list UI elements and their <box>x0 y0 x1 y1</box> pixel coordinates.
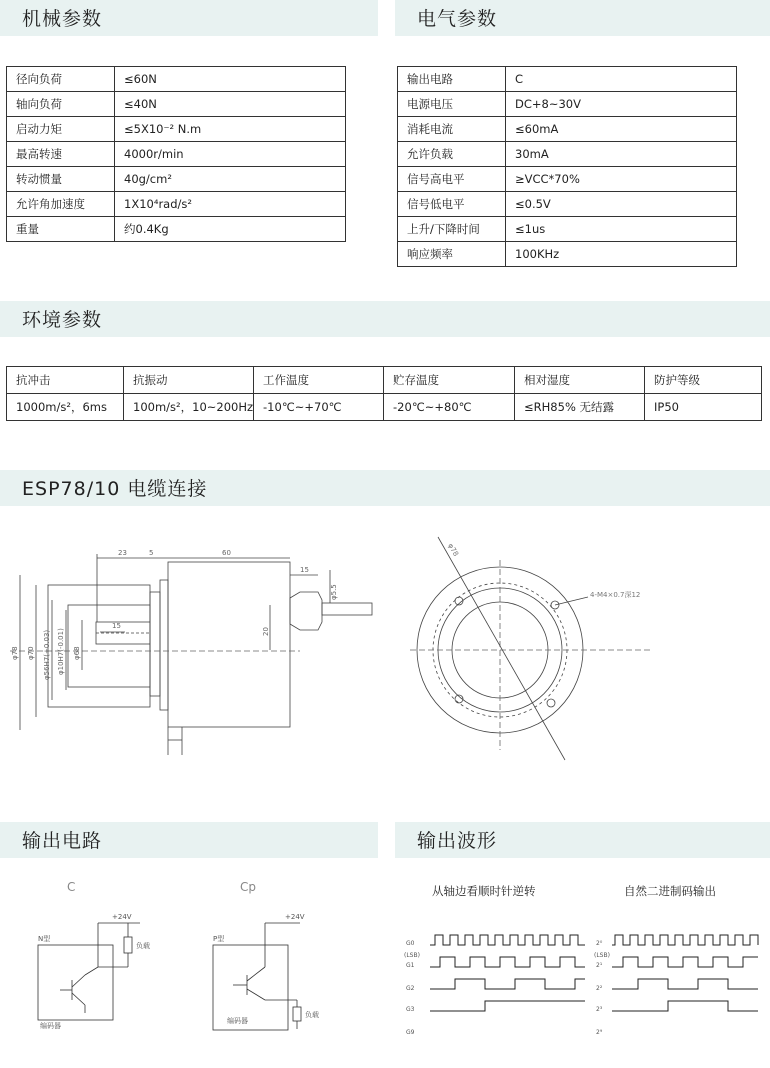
param-name: 径向负荷 <box>7 67 115 92</box>
wave-g0 <box>430 935 585 945</box>
param-value: ≤0.5V <box>506 192 737 217</box>
table-row <box>7 192 346 217</box>
table-row <box>7 142 346 167</box>
mechanical-table <box>6 66 346 242</box>
param-name: 信号高电平 <box>398 167 506 192</box>
wave-label-21: 2¹ <box>596 962 603 969</box>
electrical-title: 电气参数 <box>417 8 498 30</box>
table-cell: 100m/s²，10~200Hz <box>124 394 254 421</box>
dim-phi70: φ70 <box>27 646 35 660</box>
param-value: ≤60N <box>115 67 346 92</box>
table-row <box>7 117 346 142</box>
table-cell: -20℃~+80℃ <box>384 394 515 421</box>
table-row <box>398 217 737 242</box>
encoder-right: 编码器 <box>227 1017 248 1025</box>
table-cell: -10℃~+70℃ <box>254 394 384 421</box>
param-value: ≥VCC*70% <box>506 167 737 192</box>
wave-label-lsb-right: (LSB) <box>594 952 610 959</box>
wave-right-title: 自然二进制码输出 <box>624 884 716 898</box>
param-value: C <box>506 67 737 92</box>
table-row <box>7 67 346 92</box>
wave-b0 <box>612 935 758 945</box>
v24-right: +24V <box>285 913 305 921</box>
param-name: 允许负载 <box>398 142 506 167</box>
wave-g1 <box>430 957 585 967</box>
dim-phi10: φ10H7(-0.01) <box>57 628 65 675</box>
param-value: ≤40N <box>115 92 346 117</box>
load-left: 负载 <box>136 942 150 950</box>
side-view-drawing <box>0 540 380 770</box>
table-row <box>398 117 737 142</box>
param-name: 输出电路 <box>398 67 506 92</box>
param-value: DC+8~30V <box>506 92 737 117</box>
column-header: 贮存温度 <box>384 367 515 394</box>
v24-left: +24V <box>112 913 132 921</box>
table-cell: ≤RH85% 无结露 <box>515 394 645 421</box>
dim-phi5: φ5.5 <box>330 584 338 600</box>
wave-label-22: 2² <box>596 985 603 992</box>
column-header: 抗冲击 <box>7 367 124 394</box>
electrical-header <box>395 0 770 36</box>
dim-phi68: φ68 <box>73 646 81 660</box>
table-row <box>7 167 346 192</box>
environment-title: 环境参数 <box>22 309 103 331</box>
column-header: 防护等级 <box>645 367 762 394</box>
column-header: 相对湿度 <box>515 367 645 394</box>
wave-g3 <box>430 1001 585 1011</box>
wave-label-g0: G0 <box>406 940 415 947</box>
wave-label-29: 2⁹ <box>596 1029 603 1036</box>
encoder-left: 编码器 <box>40 1022 61 1030</box>
wave-left-title: 从轴边看顺时针逆转 <box>432 884 536 898</box>
wave-label-g9: G9 <box>406 1029 415 1036</box>
waveform-right <box>590 925 765 1040</box>
table-row <box>398 167 737 192</box>
dim-phi78-front: φ78 <box>446 542 460 558</box>
wave-b1 <box>612 957 758 967</box>
mechanical-header <box>0 0 378 36</box>
cable-title: ESP78/10 电缆连接 <box>22 478 208 500</box>
param-value: ≤60mA <box>506 117 737 142</box>
dim-60: 60 <box>222 549 231 557</box>
table-row <box>398 92 737 117</box>
param-name: 轴向负荷 <box>7 92 115 117</box>
wave-label-g2: G2 <box>406 985 415 992</box>
mechanical-title: 机械参数 <box>22 8 103 30</box>
param-name: 重量 <box>7 217 115 242</box>
circuit-cp-diagram <box>205 905 355 1035</box>
output-wave-header <box>395 822 770 858</box>
table-row <box>398 142 737 167</box>
table-row <box>398 242 737 267</box>
dim-15-top: 15 <box>300 566 309 574</box>
table-row <box>398 67 737 92</box>
output-circuit-header <box>0 822 378 858</box>
wave-b3 <box>612 1001 758 1011</box>
output-circuit-title: 输出电路 <box>22 830 103 852</box>
circuit-c-diagram <box>30 905 180 1035</box>
p-type: P型 <box>213 935 225 943</box>
front-view-drawing <box>400 525 660 775</box>
dim-phi78: φ78 <box>11 646 19 660</box>
circuit-cp-title: Cp <box>240 880 256 894</box>
param-value: 40g/cm² <box>115 167 346 192</box>
table-row <box>398 192 737 217</box>
dim-phi56: φ56H7(+0.03) <box>43 629 51 680</box>
param-name: 信号低电平 <box>398 192 506 217</box>
param-name: 最高转速 <box>7 142 115 167</box>
param-name: 电源电压 <box>398 92 506 117</box>
param-value: 100KHz <box>506 242 737 267</box>
environment-header <box>0 301 770 337</box>
param-value: 30mA <box>506 142 737 167</box>
table-header-row <box>7 367 762 394</box>
param-value: 4000r/min <box>115 142 346 167</box>
hole-note: 4-M4×0.7深12 <box>590 591 641 599</box>
dim-15-shaft: 15 <box>112 622 121 630</box>
column-header: 工作温度 <box>254 367 384 394</box>
load-right: 负载 <box>305 1011 319 1019</box>
table-row <box>7 394 762 421</box>
cable-header <box>0 470 770 506</box>
waveform-left <box>400 925 590 1040</box>
wave-label-20: 2⁰ <box>596 940 603 947</box>
param-value: ≤1us <box>506 217 737 242</box>
dim-23: 23 <box>118 549 127 557</box>
param-value: ≤5X10⁻² N.m <box>115 117 346 142</box>
environment-table <box>6 366 762 421</box>
param-name: 响应频率 <box>398 242 506 267</box>
param-name: 启动力矩 <box>7 117 115 142</box>
dim-5: 5 <box>149 549 154 557</box>
wave-label-lsb: (LSB) <box>404 952 420 959</box>
wave-g2 <box>430 979 585 989</box>
column-header: 抗振动 <box>124 367 254 394</box>
wave-label-23: 2³ <box>596 1006 603 1013</box>
output-wave-title: 输出波形 <box>417 830 498 852</box>
param-name: 消耗电流 <box>398 117 506 142</box>
electrical-table <box>397 66 737 267</box>
param-name: 上升/下降时间 <box>398 217 506 242</box>
table-row <box>7 217 346 242</box>
wave-label-g1: G1 <box>406 962 415 969</box>
table-cell: IP50 <box>645 394 762 421</box>
n-type: N型 <box>38 935 51 943</box>
wave-b2 <box>612 979 758 989</box>
param-name: 转动惯量 <box>7 167 115 192</box>
dim-20: 20 <box>262 627 270 636</box>
param-value: 1X10⁴rad/s² <box>115 192 346 217</box>
table-cell: 1000m/s²，6ms <box>7 394 124 421</box>
table-row <box>7 92 346 117</box>
param-value: 约0.4Kg <box>115 217 346 242</box>
param-name: 允许角加速度 <box>7 192 115 217</box>
wave-label-g3: G3 <box>406 1006 415 1013</box>
circuit-c-title: C <box>67 880 76 894</box>
